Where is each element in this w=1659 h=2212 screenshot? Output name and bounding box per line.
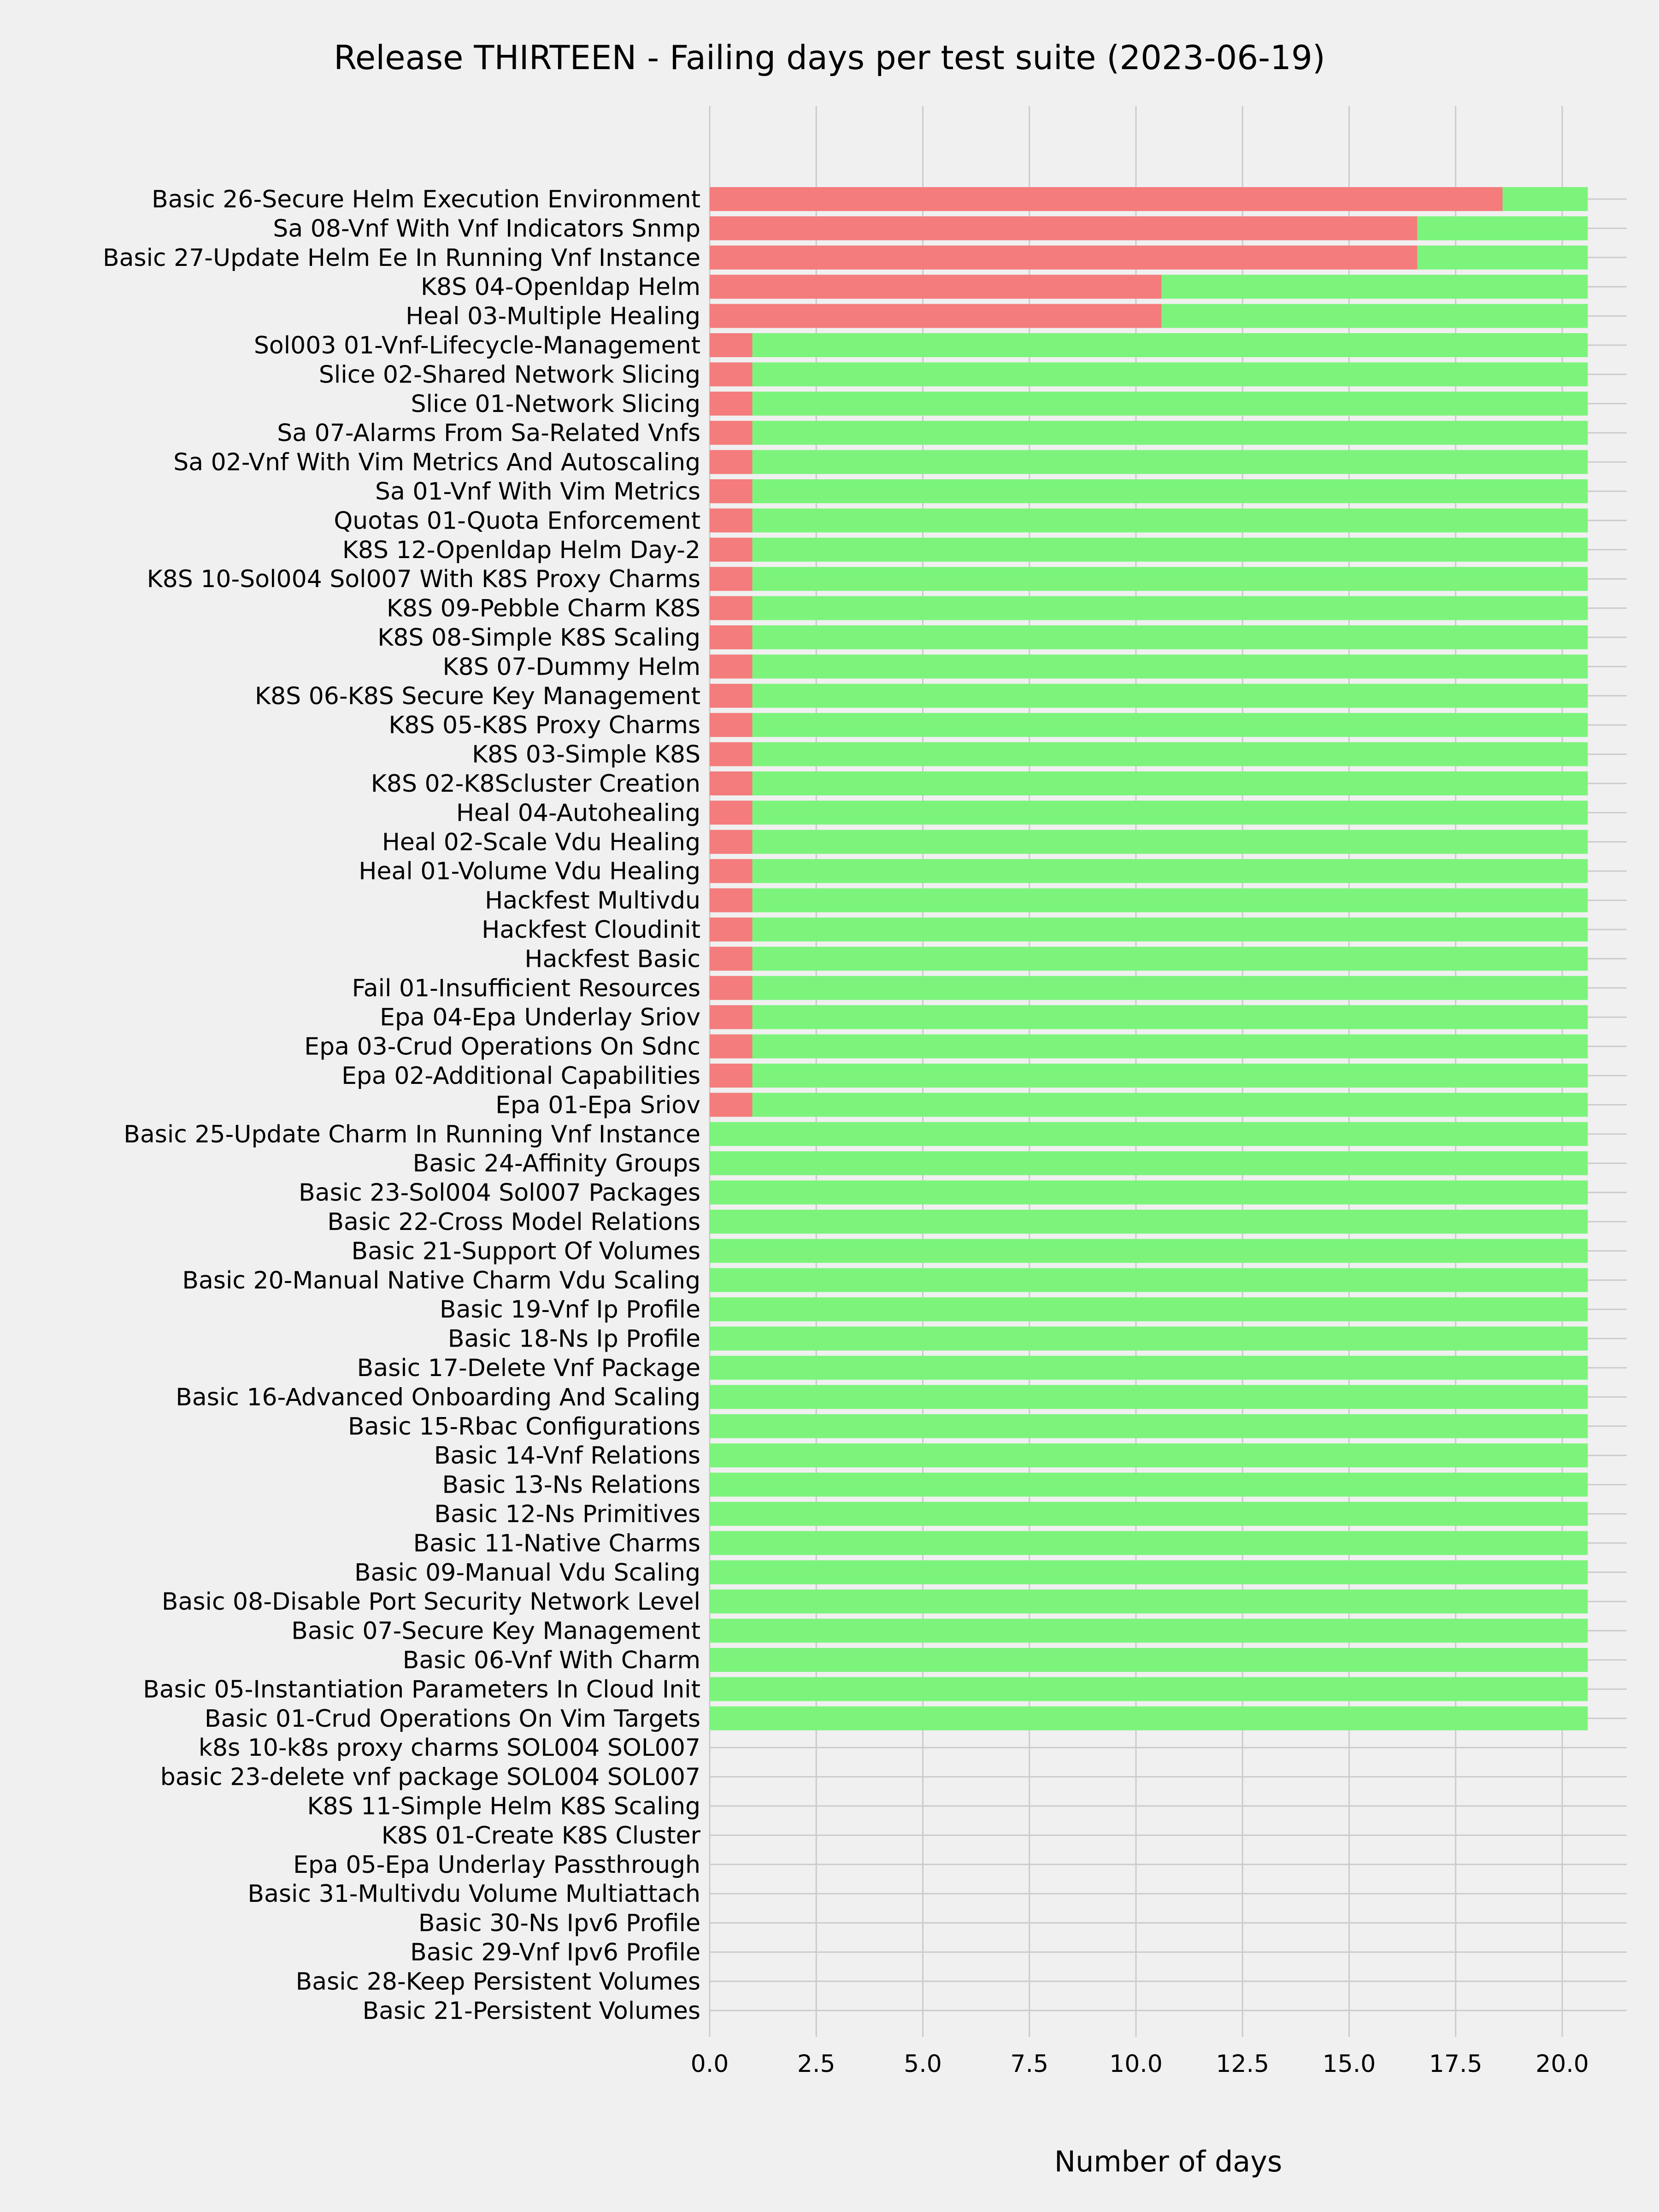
y-tick-label: K8S 03-Simple K8S [472,741,700,769]
y-tick-label: Basic 31-Multivdu Volume Multiattach [247,1880,700,1908]
y-tick-label: Basic 16-Advanced Onboarding And Scaling [176,1383,700,1412]
bar-pass [710,1181,1588,1205]
y-tick-label: Hackfest Multivdu [485,887,700,915]
bar-pass [753,538,1588,562]
bar-pass [753,918,1588,941]
y-tick-label: Basic 05-Instantiation Parameters In Cloud Init [143,1676,700,1704]
bar-pass [710,1356,1588,1380]
bar-pass [710,1589,1588,1613]
bar-pass [753,684,1588,708]
bar-pass [753,1005,1588,1029]
y-tick-label: Basic 19-Vnf Ip Profile [439,1296,700,1324]
bar-fail [710,362,753,386]
bar-fail [710,918,753,941]
bar-pass [753,596,1588,620]
bar-pass [753,1093,1588,1117]
bar-pass [753,654,1588,678]
y-tick-label: k8s 10-k8s proxy charms SOL004 SOL007 [198,1734,700,1762]
y-tick-label: Basic 27-Update Helm Ee In Running Vnf Instance [102,244,700,272]
y-tick-label: Basic 24-Affinity Groups [412,1150,700,1178]
y-tick-label: Heal 02-Scale Vdu Healing [382,828,700,856]
y-tick-label: Basic 01-Crud Operations On Vim Targets [204,1705,700,1733]
bar-pass [710,1122,1588,1146]
bar-fail [710,567,753,591]
y-tick-label: Epa 05-Epa Underlay Passthrough [293,1851,700,1879]
bar-fail [710,654,753,678]
bar-pass [710,1239,1588,1263]
bar-fail [710,625,753,649]
y-tick-label: Sa 07-Alarms From Sa-Related Vnfs [277,419,700,447]
y-tick-label: Hackfest Cloudinit [482,916,700,944]
bar-pass [753,800,1588,824]
bar-fail [710,304,1162,328]
bar-fail [710,596,753,620]
bar-fail [710,508,753,532]
bar-fail [710,275,1162,299]
y-tick-label: Slice 01-Network Slicing [411,390,700,418]
bar-fail [710,538,753,562]
y-tick-label: K8S 08-Simple K8S Scaling [377,624,700,652]
bar-pass [1162,304,1588,328]
bar-pass [753,947,1588,971]
x-tick-label: 17.5 [1429,2050,1483,2078]
bar-pass [753,479,1588,503]
y-tick-label: K8S 12-Openldap Helm Day-2 [342,536,700,564]
bar-pass [710,1443,1588,1467]
bar-pass [710,1502,1588,1526]
y-tick-label: Sa 08-Vnf With Vnf Indicators Snmp [273,215,700,243]
bar-pass [753,450,1588,474]
bar-pass [710,1151,1588,1175]
bar-fail [710,947,753,971]
x-tick-label: 0.0 [690,2050,729,2078]
bar-fail [710,859,753,883]
y-tick-label: Heal 04-Autohealing [456,799,700,827]
x-tick-label: 10.0 [1109,2050,1163,2078]
y-tick-label: Sa 02-Vnf With Vim Metrics And Autoscaling [173,448,700,477]
y-tick-label: Basic 09-Manual Vdu Scaling [354,1559,700,1587]
chart-title: Release THIRTEEN - Failing days per test suite (2023-06-19) [334,38,1325,77]
y-tick-label: K8S 11-Simple Helm K8S Scaling [307,1793,700,1820]
bar-pass [710,1268,1588,1292]
bar-fail [710,333,753,357]
y-tick-label: Basic 26-Secure Helm Execution Environment [152,186,700,213]
bar-pass [710,1619,1588,1643]
y-tick-label: Basic 30-Ns Ipv6 Profile [418,1909,700,1937]
x-tick-label: 15.0 [1322,2050,1376,2078]
bar-fail [710,976,753,1000]
bar-fail [710,771,753,795]
bar-pass [753,333,1588,357]
y-tick-label: K8S 05-K8S Proxy Charms [388,712,700,740]
y-tick-label: Basic 11-Native Charms [413,1530,700,1558]
bar-fail [710,1093,753,1117]
y-tick-label: Basic 08-Disable Port Security Network Level [161,1588,700,1616]
bar-pass [710,1210,1588,1234]
bar-fail [710,800,753,824]
y-tick-label: Sa 01-Vnf With Vim Metrics [375,478,700,506]
bar-pass [710,1648,1588,1672]
bar-pass [753,1064,1588,1088]
bar-fail [710,1035,753,1059]
x-tick-label: 2.5 [797,2050,835,2078]
bar-fail [710,684,753,708]
y-tick-label: Epa 01-Epa Sriov [495,1091,700,1119]
bar-pass [753,713,1588,737]
y-tick-label: Basic 21-Support Of Volumes [351,1237,700,1265]
y-tick-label: Basic 13-Ns Relations [442,1471,700,1499]
y-tick-label: K8S 07-Dummy Helm [442,653,700,681]
x-tick-label: 5.0 [904,2050,942,2078]
y-tick-label: Basic 18-Ns Ip Profile [447,1325,700,1353]
bar-fail [710,1005,753,1029]
bar-pass [1503,187,1588,211]
bar-pass [753,362,1588,386]
y-tick-label: Basic 23-Sol004 Sol007 Packages [299,1179,700,1207]
bar-pass [710,1531,1588,1555]
bar-pass [710,1327,1588,1351]
bar-pass [1162,275,1588,299]
y-tick-label: K8S 04-Openldap Helm [420,273,700,301]
bar-fail [710,1064,753,1088]
y-tick-label: Basic 14-Vnf Relations [434,1442,700,1470]
bar-pass [753,421,1588,445]
bar-fail [710,742,753,766]
y-tick-label: Heal 01-Volume Vdu Healing [359,858,700,886]
x-tick-label: 20.0 [1535,2050,1589,2078]
bar-fail [710,888,753,912]
y-tick-label: Basic 21-Persistent Volumes [362,1997,700,2025]
x-tick-label: 7.5 [1010,2050,1049,2078]
y-tick-label: Quotas 01-Quota Enforcement [334,507,700,535]
y-tick-label: K8S 06-K8S Secure Key Management [254,682,700,710]
bar-fail [710,479,753,503]
bar-pass [753,1035,1588,1059]
bar-pass [710,1297,1588,1321]
bar-pass [753,625,1588,649]
y-tick-label: Basic 25-Update Charm In Running Vnf Instance [124,1120,700,1148]
bar-pass [753,771,1588,795]
y-tick-label: basic 23-delete vnf package SOL004 SOL007 [160,1763,700,1791]
y-tick-label: K8S 02-K8Scluster Creation [371,770,700,798]
bar-pass [753,888,1588,912]
y-tick-label: Basic 17-Delete Vnf Package [357,1354,700,1382]
bar-pass [753,508,1588,532]
y-tick-label: Basic 29-Vnf Ipv6 Profile [410,1939,700,1966]
bar-pass [753,742,1588,766]
bar-pass [1418,246,1588,270]
y-tick-label: Basic 12-Ns Primitives [434,1500,700,1528]
bar-pass [710,1385,1588,1409]
y-tick-label: Basic 06-Vnf With Charm [402,1647,700,1674]
y-tick-label: Slice 02-Shared Network Slicing [318,361,700,389]
y-tick-label: K8S 10-Sol004 Sol007 With K8S Proxy Charms [147,565,700,594]
bar-pass [710,1473,1588,1497]
bar-pass [710,1560,1588,1584]
bar-pass [753,567,1588,591]
bar-pass [753,392,1588,416]
bar-fail [710,187,1503,211]
y-tick-label: Epa 03-Crud Operations On Sdnc [304,1033,700,1061]
y-tick-label: Heal 03-Multiple Healing [406,302,700,330]
bar-fail [710,450,753,474]
y-tick-label: Epa 04-Epa Underlay Sriov [380,1004,700,1032]
y-tick-label: Basic 07-Secure Key Management [291,1617,700,1645]
y-tick-label: Basic 28-Keep Persistent Volumes [295,1968,700,1996]
bar-pass [753,859,1588,883]
y-tick-label: Basic 15-Rbac Configurations [348,1412,700,1441]
y-tick-label: K8S 09-Pebble Charm K8S [386,594,700,623]
bar-pass [710,1677,1588,1701]
y-tick-label: Basic 22-Cross Model Relations [327,1208,700,1236]
y-tick-label: Sol003 01-Vnf-Lifecycle-Management [253,332,700,359]
bar-pass [753,976,1588,1000]
x-tick-label: 12.5 [1216,2050,1270,2078]
bar-pass [710,1706,1588,1730]
bar-fail [710,713,753,737]
y-tick-label: Basic 20-Manual Native Charm Vdu Scaling [182,1266,700,1294]
y-tick-label: Hackfest Basic [524,945,700,973]
bar-fail [710,246,1418,270]
y-tick-label: Fail 01-Insufficient Resources [352,974,700,1002]
bar-fail [710,421,753,445]
bar-fail [710,392,753,416]
y-tick-label: K8S 01-Create K8S Cluster [381,1822,700,1850]
bar-pass [753,830,1588,854]
x-axis-label: Number of days [1054,2145,1282,2178]
y-tick-label: Epa 02-Additional Capabilities [341,1062,700,1090]
bar-pass [710,1414,1588,1438]
bar-fail [710,830,753,854]
bar-fail [710,216,1418,240]
bar-pass [1418,216,1588,240]
